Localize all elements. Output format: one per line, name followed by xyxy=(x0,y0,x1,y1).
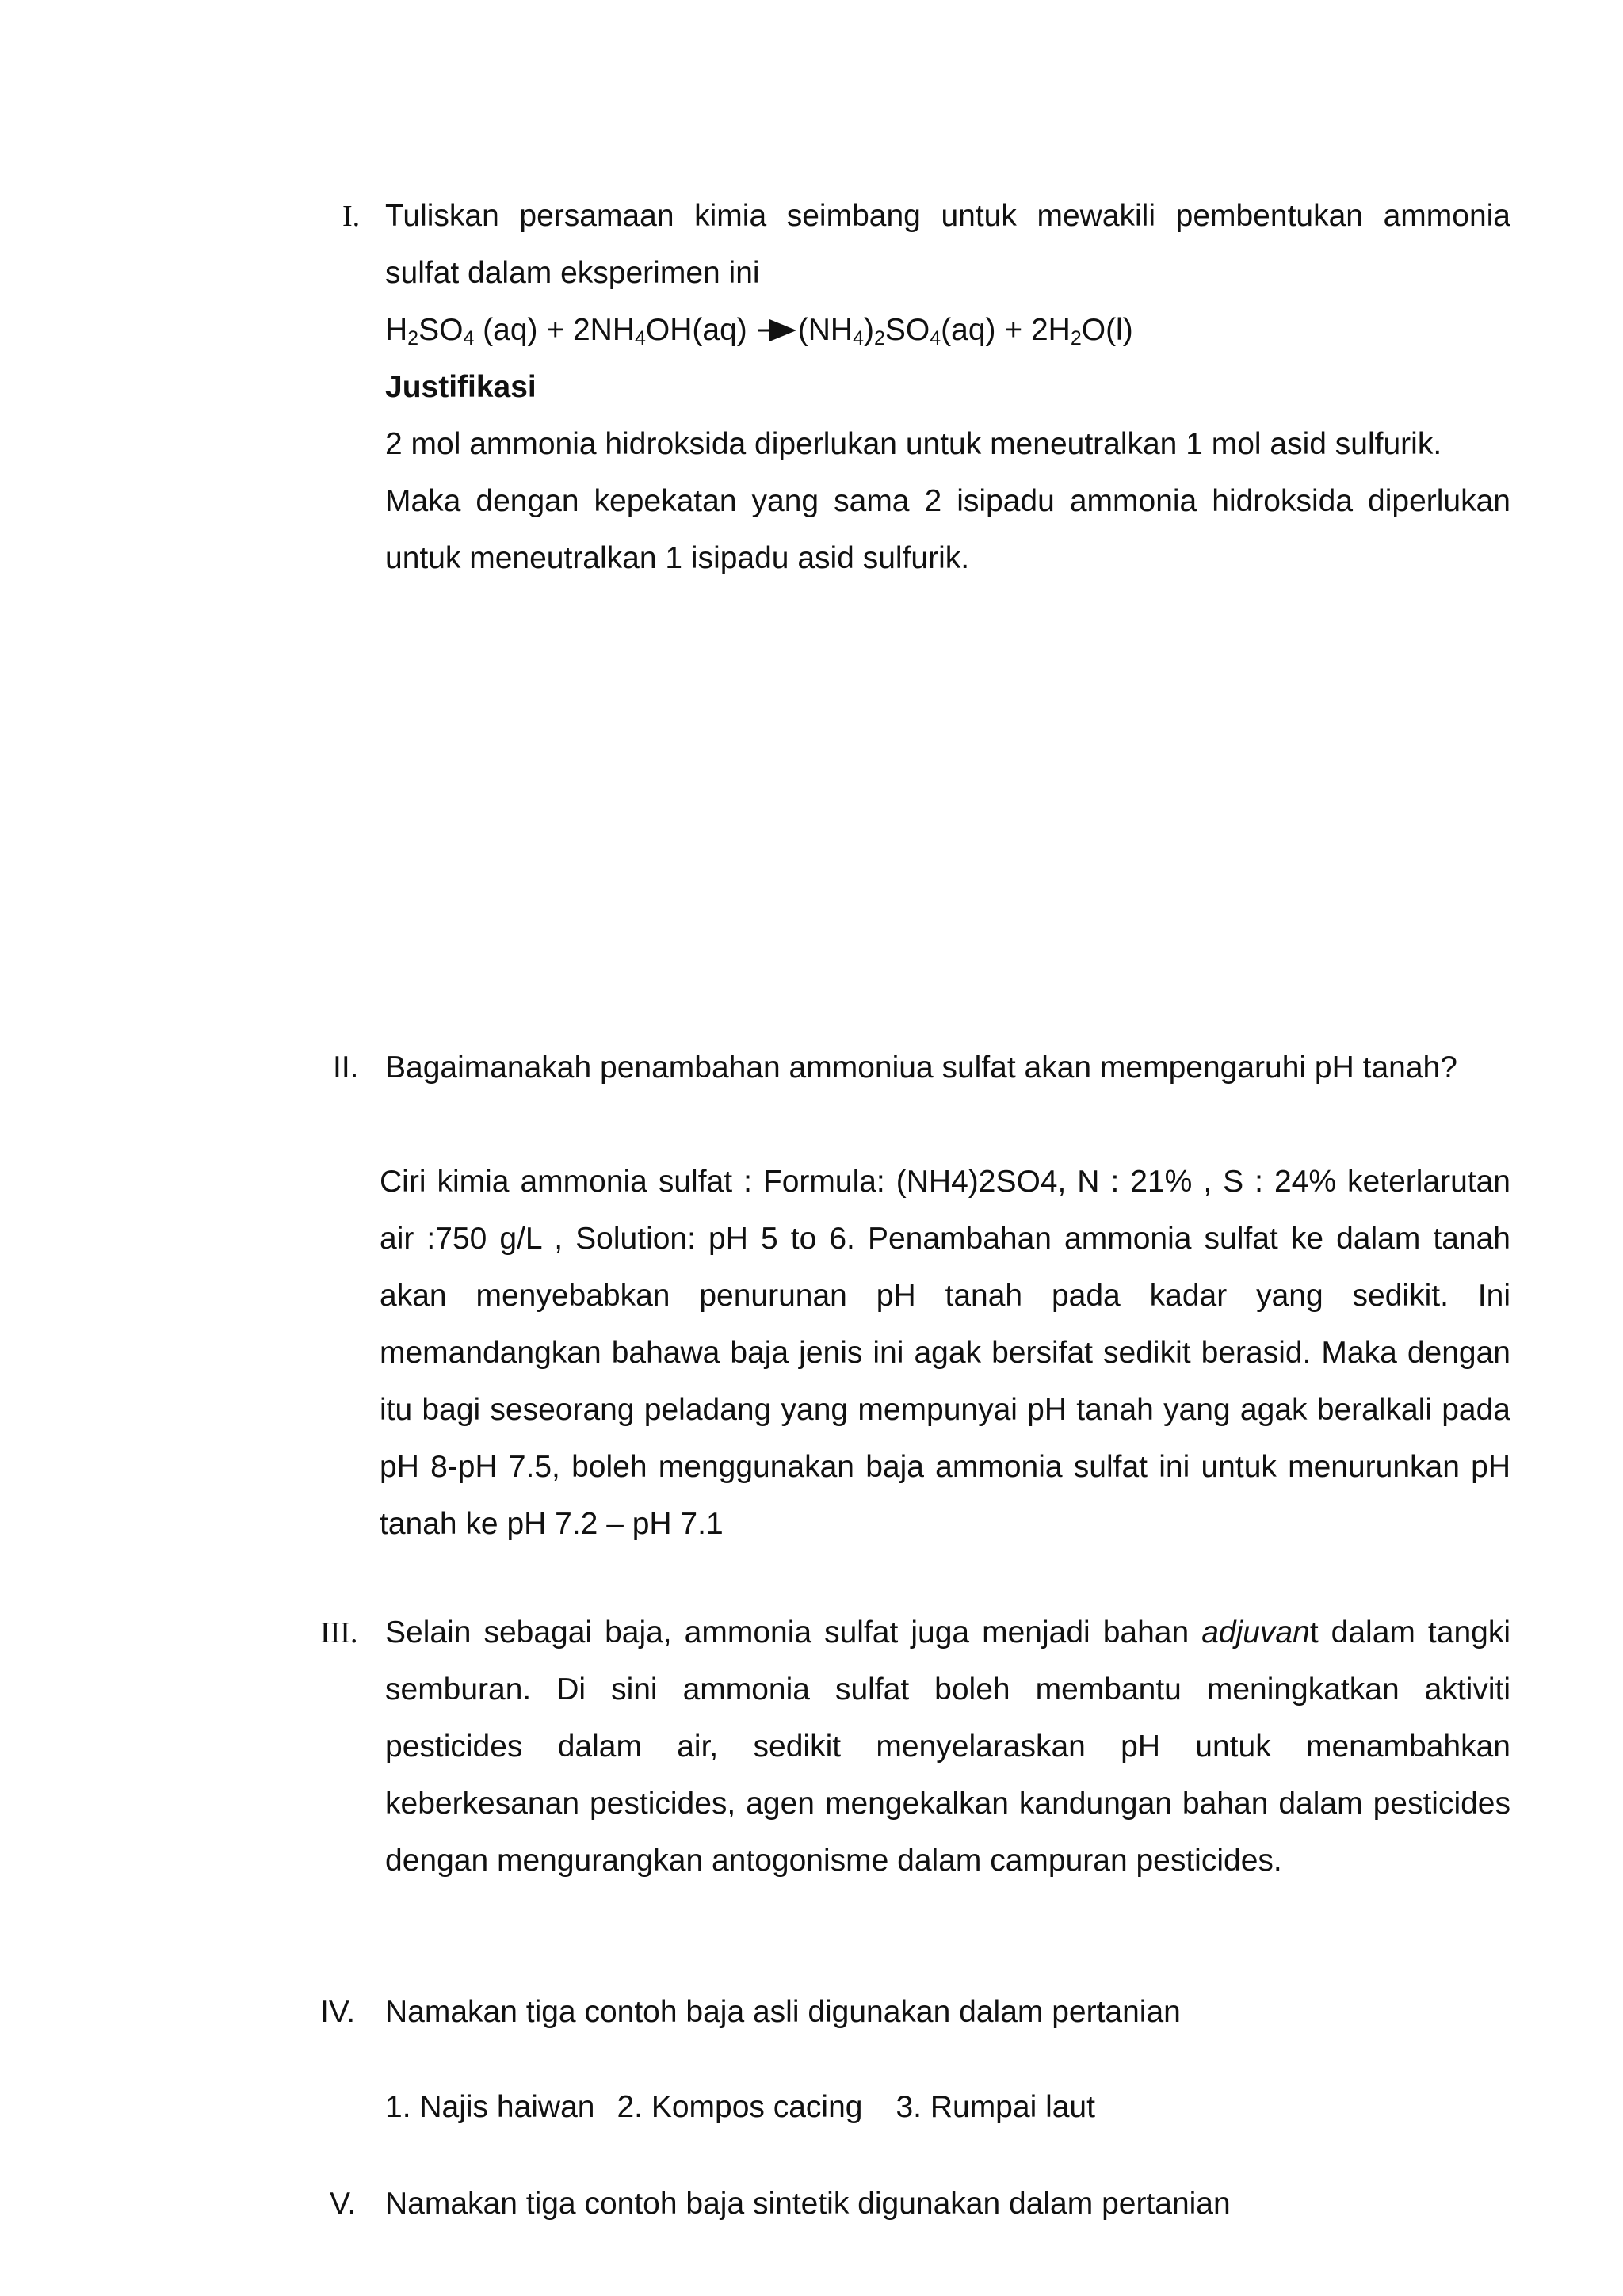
q3-text-part: Selain sebagai baja, ammonia sulfat juga menjadi bahan xyxy=(385,1615,1202,1650)
question-3-numeral: III. xyxy=(320,1616,358,1650)
question-5-numeral: V. xyxy=(330,2187,357,2221)
question-2-answer-body xyxy=(380,1154,1510,1553)
question-2-question-body xyxy=(385,1039,1510,1097)
question-1-numeral: I. xyxy=(342,200,361,233)
justification-heading: Justifikasi xyxy=(385,370,537,404)
question-2-text: Bagaimanakah penambahan ammoniua sulfat akan mempengaruhi pH tanah? xyxy=(385,1051,1457,1085)
eq-part: (aq) + 2H xyxy=(941,313,1071,347)
question-4-answers xyxy=(385,2079,1510,2136)
question-4-body xyxy=(385,1984,1510,2041)
eq-part: (aq) + 2NH xyxy=(474,313,635,347)
eq-part: SO xyxy=(884,313,930,347)
question-4-text: Namakan tiga contoh baja asli digunakan dalam pertanian xyxy=(385,1995,1181,2029)
reaction-arrow-icon xyxy=(758,318,796,342)
question-3-text xyxy=(385,1604,1510,1890)
eq-sub: 2 xyxy=(874,327,885,349)
eq-part: OH(aq) xyxy=(645,313,747,347)
justification-line-2: Maka dengan kepekatan yang sama 2 isipadu ammonia hidroksida diperlukan untuk meneutralkan 1 isipadu asid sulfurik. xyxy=(385,484,1510,575)
q3-text-part: t dalam tangki semburan. Di sini ammonia sulfat boleh membantu meningkatkan aktiviti pesticides dalam air, sedikit menyelaraskan pH untuk menambahkan keberkesanan pesticides, agen mengekalkan kandungan bahan dalam pesticides dengan mengurangkan antogonisme dalam campuran pesticides. xyxy=(385,1615,1510,1878)
eq-part: O(l) xyxy=(1081,313,1133,347)
eq-part: ) xyxy=(864,313,874,347)
eq-sub: 4 xyxy=(853,327,864,349)
eq-sub: 4 xyxy=(930,327,941,349)
eq-part: (NH xyxy=(797,313,854,347)
eq-part: SO xyxy=(418,313,464,347)
question-4-numeral: IV. xyxy=(320,1995,356,2029)
question-5-text: Namakan tiga contoh baja sintetik digunakan dalam pertanian xyxy=(385,2187,1231,2221)
eq-part: H xyxy=(385,313,408,347)
answer-item: 2. Kompos cacing xyxy=(617,2090,863,2124)
eq-sub: 4 xyxy=(635,327,646,349)
justification-line-1: 2 mol ammonia hidroksida diperlukan untuk meneutralkan 1 mol asid sulfurik. xyxy=(385,427,1442,461)
q3-italic-term: adjuvan xyxy=(1201,1615,1310,1650)
question-2-answer: Ciri kimia ammonia sulfat : Formula: (NH4)2SO4, N : 21% , S : 24% keterlarutan air :750 g/L , Solution: pH 5 to 6. Penambahan ammonia sulfat ke dalam tanah akan menyebabkan penurunan pH tanah pada kadar yang sedikit. Ini memandangkan bahawa baja jenis ini agak bersifat sedikit berasid. Maka dengan itu bagi seseorang peladang yang mempunyai pH tanah yang agak beralkali pada pH 8-pH 7.5, boleh menggunakan baja ammonia sulfat ini untuk menurunkan pH tanah ke pH 7.2 – pH 7.1 xyxy=(380,1165,1510,1541)
question-2-numeral: II. xyxy=(333,1051,359,1085)
eq-sub: 2 xyxy=(407,327,419,349)
answer-item: 1. Najis haiwan xyxy=(385,2090,595,2124)
question-3-body xyxy=(385,1604,1510,1890)
question-1-text: Tuliskan persamaan kimia seimbang untuk mewakili pembentukan ammonia sulfat dalam eksperimen ini xyxy=(385,199,1510,290)
chemical-equation xyxy=(385,302,1510,359)
eq-sub: 2 xyxy=(1070,327,1082,349)
answer-item: 3. Rumpai laut xyxy=(896,2090,1095,2124)
question-5-body xyxy=(385,2176,1510,2233)
question-1-body xyxy=(385,188,1510,587)
eq-sub: 4 xyxy=(463,327,475,349)
